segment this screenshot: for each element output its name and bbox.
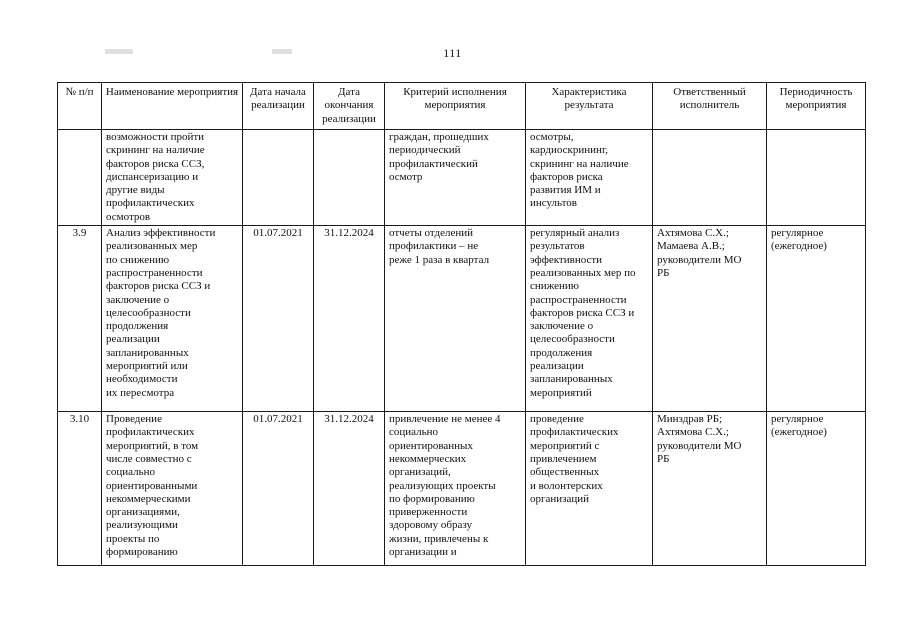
event-name-cell: Анализ эффективности реализованных мер по снижению распространенности факторов риска ССЗ и заключение о целесообразности продолжения реализации запланированных мероприятий или необходимости их пересмотра <box>102 226 243 412</box>
end-date-cell <box>314 130 385 226</box>
result-cell: осмотры, кардиоскрининг, скрининг на наличие факторов риска развития ИМ и инсультов <box>526 130 653 226</box>
header-cell-number: № п/п <box>58 83 102 130</box>
criterion-cell: отчеты отделений профилактики – не реже 1 раза в квартал <box>385 226 526 412</box>
header-cell-periodicity: Периодичность мероприятия <box>767 83 866 130</box>
page-number: 111 <box>443 46 462 60</box>
criterion-cell: привлечение не менее 4 социально ориентированных некоммерческих организаций, реализующих проекты по формированию приверженности здоровому образу жизни, привлечены к организации и <box>385 412 526 566</box>
event-name-cell: возможности пройти скрининг на наличие факторов риска ССЗ, диспансеризацию и другие виды профилактических осмотров <box>102 130 243 226</box>
responsible-cell <box>653 130 767 226</box>
periodicity-cell: регулярное (ежегодное) <box>767 226 866 412</box>
periodicity-cell: регулярное (ежегодное) <box>767 412 866 566</box>
header-cell-responsible: Ответственный исполнитель <box>653 83 767 130</box>
start-date-cell: 01.07.2021 <box>243 226 314 412</box>
responsible-cell: Минздрав РБ; Ахтямова С.Х.; руководители МО РБ <box>653 412 767 566</box>
end-date-cell: 31.12.2024 <box>314 412 385 566</box>
table-row <box>58 226 866 412</box>
header-cell-start-date: Дата начала реализации <box>243 83 314 130</box>
criterion-cell: граждан, прошедших периодический профилактический осмотр <box>385 130 526 226</box>
periodicity-cell <box>767 130 866 226</box>
header-cell-end-date: Дата окончания реализации <box>314 83 385 130</box>
result-cell: регулярный анализ результатов эффективности реализованных мер по снижению распространенности факторов риска ССЗ и заключение о целесообразности продолжения реализации запланированных мероприятий <box>526 226 653 412</box>
row-number-cell: 3.10 <box>58 412 102 566</box>
result-cell: проведение профилактических мероприятий с привлечением общественных и волонтерских организаций <box>526 412 653 566</box>
table-header-row <box>58 83 866 130</box>
table-row <box>58 412 866 566</box>
header-cell-criterion: Критерий исполнения мероприятия <box>385 83 526 130</box>
start-date-cell <box>243 130 314 226</box>
row-number-cell <box>58 130 102 226</box>
measures-table <box>57 82 866 566</box>
end-date-cell: 31.12.2024 <box>314 226 385 412</box>
row-number-cell: 3.9 <box>58 226 102 412</box>
header-cell-result: Характеристика результата <box>526 83 653 130</box>
table-row <box>58 130 866 226</box>
responsible-cell: Ахтямова С.Х.; Мамаева А.В.; руководители МО РБ <box>653 226 767 412</box>
start-date-cell: 01.07.2021 <box>243 412 314 566</box>
event-name-cell: Проведение профилактических мероприятий, в том числе совместно с социально ориентированными некоммерческими организациями, реализующими проекты по формированию <box>102 412 243 566</box>
header-cell-name: Наименование мероприятия <box>102 83 243 130</box>
